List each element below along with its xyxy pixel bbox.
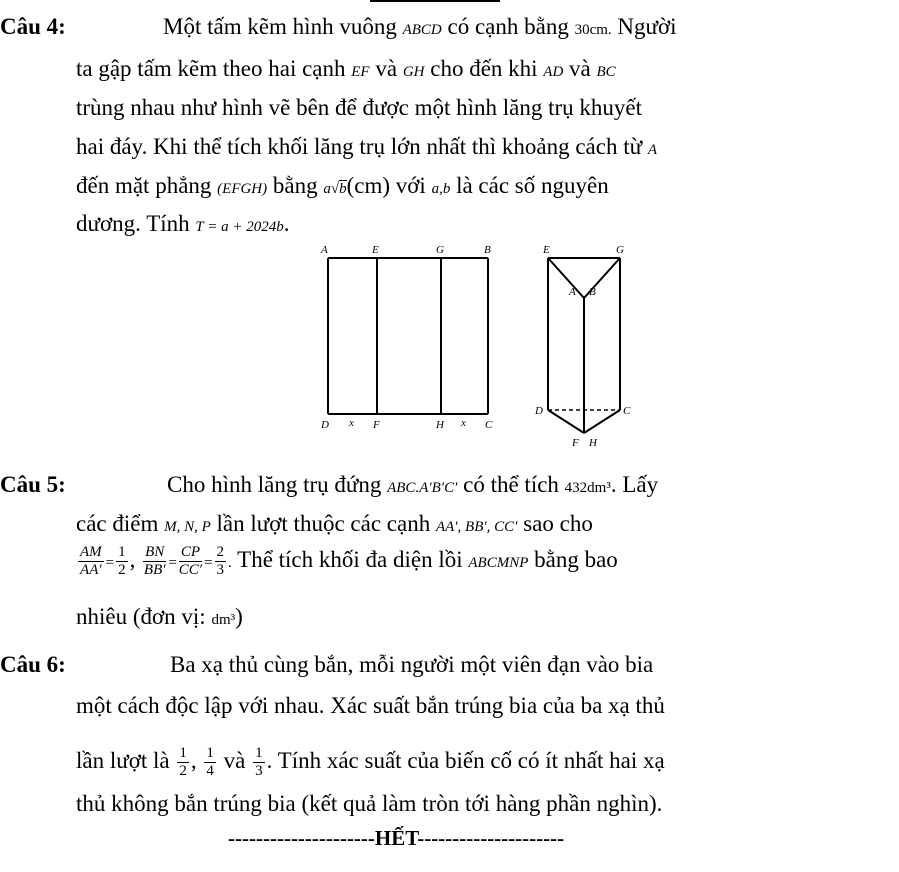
label-D-right: D bbox=[535, 405, 543, 417]
label-E-right: E bbox=[543, 244, 550, 256]
frac-bn-bb: $\frac{BN}{BB'}$ bbox=[143, 544, 166, 578]
label-G-top: G bbox=[436, 244, 444, 256]
label-B-right: B bbox=[589, 286, 596, 298]
folding-figure bbox=[310, 240, 640, 450]
q4-line5: đến mặt phẳng (EFGH) bằng a√b(cm) với a,b là các số nguyên bbox=[76, 173, 609, 198]
label-H: H bbox=[436, 419, 444, 431]
q5-line3: $\frac{AM}{AA'}$ = $\frac{1}{2}$ , $\frac{BN}{BB'}$ = $\frac{CP}{CC'}$ = $\frac{2}{3}$ . Thể tích khối đa diện lồi ABCMNP bằng bao bbox=[80, 544, 618, 578]
q4-label: Câu 4: bbox=[0, 14, 66, 39]
top-rule bbox=[370, 0, 500, 2]
label-A-right: A bbox=[569, 286, 576, 298]
label-F: F bbox=[373, 419, 380, 431]
q5-label: Câu 5: bbox=[0, 472, 66, 497]
label-H-right: H bbox=[589, 437, 597, 449]
label-D: D bbox=[321, 419, 329, 431]
q5-line1: Cho hình lăng trụ đứng ABC.A′B′C′ có thể tích 432dm³. Lấy bbox=[167, 472, 659, 497]
label-C-right: C bbox=[623, 405, 631, 417]
q6-line3: lần lượt là $\frac{1}{2}$ , $\frac{1}{4}$ và $\frac{1}{3}$ . Tính xác suất của biến cố có ít nhất hai xạ bbox=[76, 745, 665, 779]
label-E-top: E bbox=[372, 244, 379, 256]
frac-am-aa: $\frac{AM}{AA'}$ bbox=[80, 544, 102, 578]
q5-line4: nhiêu (đơn vị: dm³) bbox=[76, 604, 243, 629]
q4-line6: dương. Tính T = a + 2024b. bbox=[76, 211, 290, 236]
label-A-top: A bbox=[321, 244, 328, 256]
q6-line4: thủ không bắn trúng bia (kết quả làm tròn tới hàng phần nghìn). bbox=[76, 791, 663, 816]
end-marker: ---------------------HẾT--------------------- bbox=[228, 826, 565, 850]
frac-cp-cc: $\frac{CP}{CC'}$ bbox=[178, 544, 203, 578]
q4-line2: ta gập tấm kẽm theo hai cạnh EF và GH cho đến khi AD và BC bbox=[76, 56, 616, 81]
q6-line2: một cách độc lập với nhau. Xác suất bắn trúng bia của ba xạ thủ bbox=[76, 693, 665, 718]
q4-line3: trùng nhau như hình vẽ bên để được một hình lăng trụ khuyết bbox=[76, 95, 642, 120]
label-G-right: G bbox=[616, 244, 624, 256]
q6-label: Câu 6: bbox=[0, 652, 66, 677]
q4-line1: Một tấm kẽm hình vuông ABCD có cạnh bằng 30cm. Người bbox=[163, 14, 677, 39]
label-x1: x bbox=[349, 417, 354, 429]
q5-line2: các điểm M, N, P lần lượt thuộc các cạnh AA′, BB′, CC′ sao cho bbox=[76, 511, 593, 536]
label-C: C bbox=[485, 419, 493, 431]
label-x2: x bbox=[461, 417, 466, 429]
q4-line4: hai đáy. Khi thể tích khối lăng trụ lớn nhất thì khoảng cách từ A bbox=[76, 134, 657, 159]
label-B-top: B bbox=[484, 244, 491, 256]
q6-line1: Ba xạ thủ cùng bắn, mỗi người một viên đạn vào bia bbox=[170, 652, 654, 677]
label-F-right: F bbox=[572, 437, 579, 449]
